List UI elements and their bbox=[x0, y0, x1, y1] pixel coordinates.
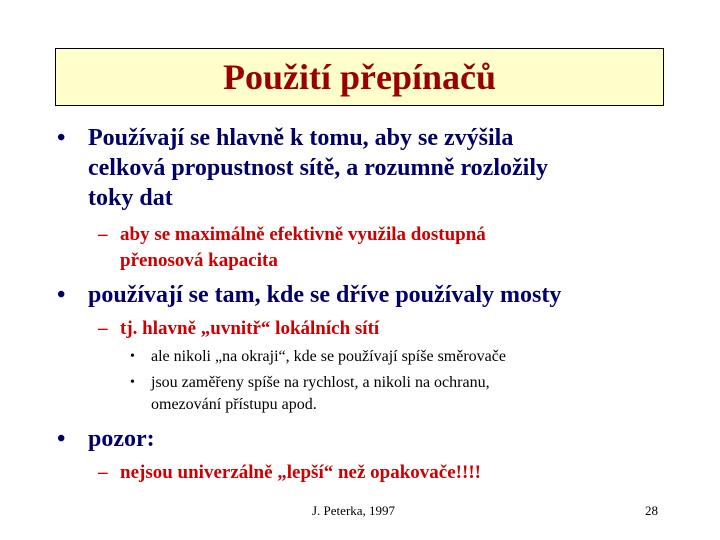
sub-bullet-icon: • bbox=[130, 375, 135, 390]
bullet-item-1-line-3: toky dat bbox=[88, 185, 173, 211]
bullet-icon: • bbox=[57, 426, 66, 452]
sub-item-1-1-line-1: aby se maximálně efektivně využila dostupná bbox=[120, 224, 486, 245]
sub-sub-item-2-1-2-line-2: omezování přístupu apod. bbox=[151, 396, 317, 413]
bullet-item-3-line-1: pozor: bbox=[88, 426, 155, 452]
footer-author: J. Peterka, 1997 bbox=[312, 503, 396, 518]
dash-icon: – bbox=[98, 462, 108, 483]
sub-sub-item-2-1-1-line-1: ale nikoli „na okraji“, kde se používají spíše směrovače bbox=[151, 348, 506, 365]
page-number: 28 bbox=[645, 503, 658, 518]
slide-title: Použití přepínačů bbox=[222, 57, 496, 97]
bullet-item-1-line-2: celková propustnost sítě, a rozumně rozložily bbox=[88, 155, 548, 181]
slide-title-box bbox=[55, 48, 664, 106]
bullet-item-2-line-1: používají se tam, kde se dříve používaly mosty bbox=[88, 282, 562, 308]
sub-item-1-1-line-2: přenosová kapacita bbox=[120, 250, 278, 271]
sub-sub-item-2-1-2-line-1: jsou zaměřeny spíše na rychlost, a nikoli na ochranu, bbox=[151, 374, 490, 391]
dash-icon: – bbox=[98, 224, 108, 245]
sub-bullet-icon: • bbox=[130, 349, 135, 364]
bullet-icon: • bbox=[57, 282, 66, 308]
bullet-icon: • bbox=[57, 125, 66, 151]
bullet-item-1-line-1: Používají se hlavně k tomu, aby se zvýšila bbox=[88, 125, 514, 151]
dash-icon: – bbox=[98, 318, 108, 339]
sub-item-3-1-line-1: nejsou univerzálně „lepší“ než opakovače!!!! bbox=[120, 462, 481, 483]
sub-item-2-1-line-1: tj. hlavně „uvnitř“ lokálních sítí bbox=[120, 318, 380, 339]
